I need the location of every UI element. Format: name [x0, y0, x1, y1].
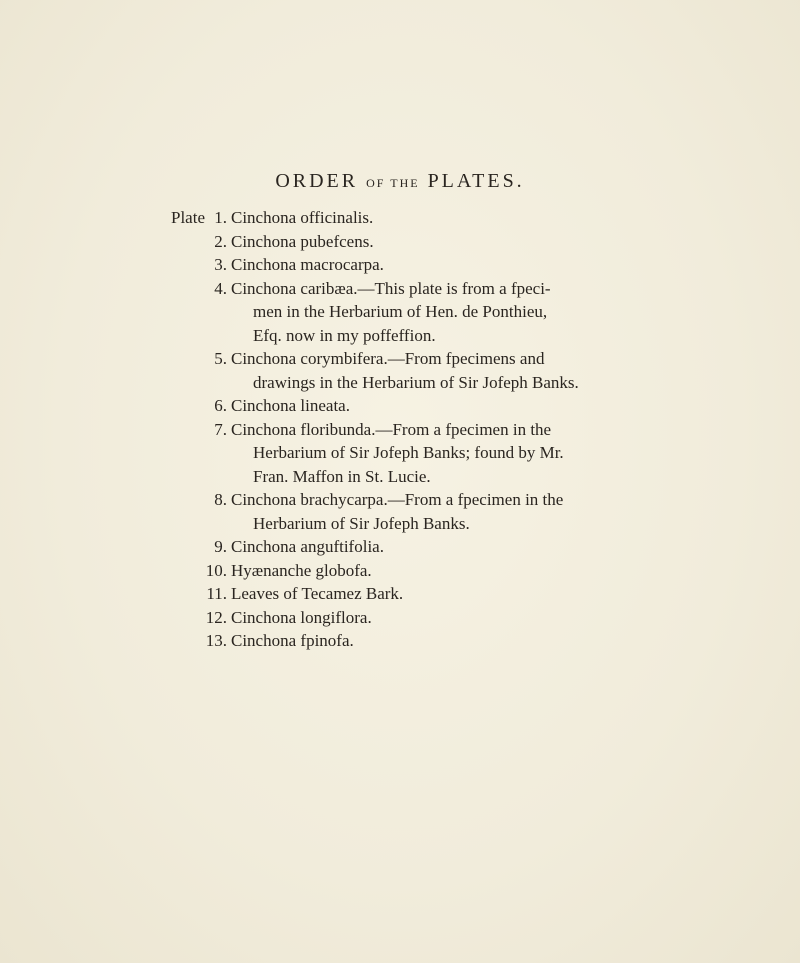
plate-entry — [0, 488, 800, 512]
plate-entry-continuation — [0, 512, 800, 536]
page-title — [0, 170, 800, 193]
plate-number: 9. — [214, 537, 227, 556]
plate-entry — [0, 253, 800, 277]
plate-description: Cinchona corymbifera.—From fpecimens and — [231, 349, 545, 368]
plate-description: Cinchona floribunda.—From a fpecimen in the — [231, 419, 552, 439]
plate-description-continued: men in the Herbarium of Hen. de Ponthieu, — [253, 302, 548, 321]
plate-number: 2. — [214, 231, 227, 251]
plate-number: 4. — [214, 278, 227, 298]
plate-entry — [0, 277, 800, 301]
plate-description: Cinchona longiflora. — [231, 607, 372, 627]
plate-description: Hyænanche globofa. — [231, 560, 372, 580]
plate-number: 13. — [205, 631, 227, 650]
plate-number: 8. — [214, 490, 227, 509]
plate-prefix: Plate — [171, 208, 205, 227]
plate-description: Cinchona lineata. — [231, 396, 350, 415]
plate-description: Cinchona fpinofa. — [231, 631, 354, 650]
plate-entry — [0, 582, 800, 606]
plate-description-continued: Herbarium of Sir Jofeph Banks; found by Mr. — [253, 443, 564, 462]
plate-description: Leaves of Tecamez Bark. — [231, 584, 404, 603]
plate-number: 12. — [205, 607, 227, 627]
plate-description: Cinchona officinalis. — [231, 208, 374, 227]
plate-number: 10. — [205, 560, 227, 580]
plate-entry — [0, 535, 800, 559]
plate-entry — [0, 559, 800, 583]
plate-description: Cinchona pubefcens. — [231, 231, 374, 251]
plate-entry — [0, 230, 800, 254]
plate-description-continued: Efq. now in my poffeffion. — [253, 325, 436, 345]
title-part-plates: PLATES. — [427, 170, 525, 192]
plate-description: Cinchona anguftifolia. — [231, 537, 384, 556]
plate-number: 1. — [214, 208, 227, 227]
plate-entry — [0, 394, 800, 418]
plate-entry-continuation — [0, 465, 800, 489]
plate-number: 11. — [206, 584, 227, 603]
title-part-of-the: OF THE — [366, 176, 420, 190]
plate-number: 5. — [214, 349, 227, 368]
plate-entry-continuation — [0, 324, 800, 348]
plate-entry-continuation — [0, 441, 800, 465]
plate-description: Cinchona caribæa.—This plate is from a fpeci- — [231, 278, 551, 298]
plate-description: Cinchona macrocarpa. — [231, 255, 384, 274]
plate-number: 6. — [214, 396, 227, 415]
plate-list — [0, 206, 800, 653]
plate-entry-continuation — [0, 371, 800, 395]
plate-entry — [0, 347, 800, 371]
plate-entry-continuation — [0, 300, 800, 324]
plate-description-continued: Herbarium of Sir Jofeph Banks. — [253, 513, 470, 533]
plate-description-continued: drawings in the Herbarium of Sir Jofeph Banks. — [253, 372, 579, 392]
plate-description: Cinchona brachycarpa.—From a fpecimen in the — [231, 490, 564, 509]
plate-number: 3. — [214, 255, 227, 274]
plate-number: 7. — [214, 419, 227, 439]
plate-description-continued: Fran. Maffon in St. Lucie. — [253, 466, 431, 486]
plate-entry — [0, 629, 800, 653]
plate-entry — [0, 418, 800, 442]
plate-entry — [0, 206, 800, 230]
title-part-order: ORDER — [275, 170, 359, 192]
plate-entry — [0, 606, 800, 630]
